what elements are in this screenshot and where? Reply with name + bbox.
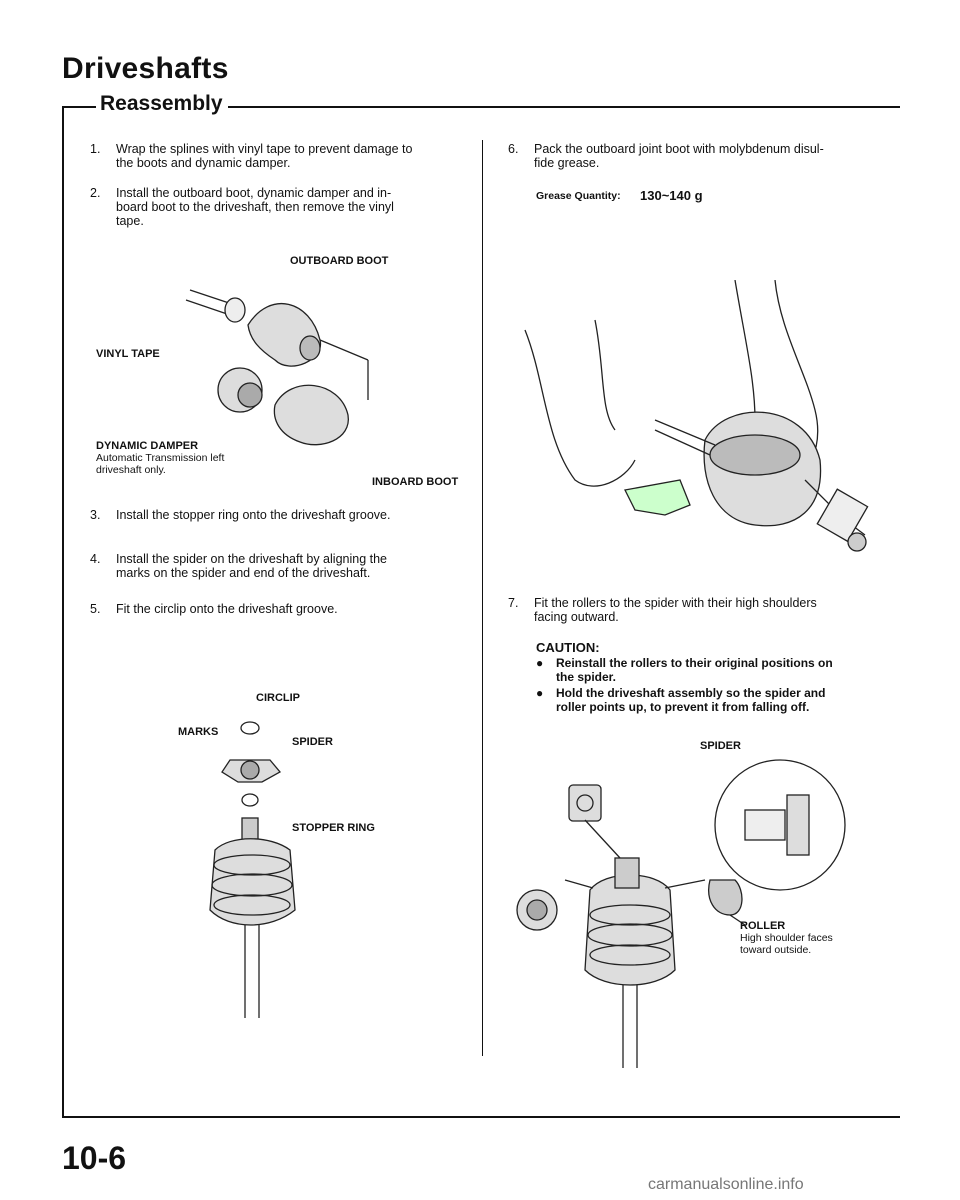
step-text-line: marks on the spider and end of the driveshaft. <box>116 566 371 580</box>
step-text-line: tape. <box>116 214 144 228</box>
section-rule-left-vertical <box>62 106 64 1118</box>
caution-bullet-2 <box>536 686 906 716</box>
grease-quantity-label: Grease Quantity: <box>536 190 621 202</box>
note-roller <box>740 932 833 956</box>
roller-spider-illustration <box>505 740 885 1070</box>
step-text <box>534 142 824 170</box>
bullet-text <box>556 686 896 714</box>
step-text-line: Fit the rollers to the spider with their high shoulders <box>534 596 817 610</box>
page-title: Driveshafts <box>62 52 229 85</box>
step-1 <box>90 142 470 172</box>
step-text: Install the stopper ring onto the driveshaft groove. <box>116 508 391 522</box>
bullet-icon: ● <box>536 656 544 670</box>
step-text-line: fide grease. <box>534 156 600 170</box>
step-text-line: Wrap the splines with vinyl tape to prevent damage to <box>116 142 413 156</box>
bullet-text-line: Hold the driveshaft assembly so the spider and <box>556 686 826 700</box>
step-number: 4. <box>90 552 101 566</box>
caution-heading: CAUTION: <box>536 640 600 655</box>
step-number: 2. <box>90 186 101 200</box>
label-dynamic-damper: DYNAMIC DAMPER <box>96 440 199 452</box>
section-rule <box>228 106 900 108</box>
step-text <box>116 142 412 170</box>
step-text: Fit the circlip onto the driveshaft groove. <box>116 602 338 616</box>
page-number: 10-6 <box>62 1140 127 1176</box>
grease-quantity-value: 130~140 g <box>640 188 703 203</box>
step-5 <box>90 602 470 618</box>
step-3 <box>90 508 470 524</box>
step-text <box>116 186 394 228</box>
note-dynamic-damper <box>96 452 224 476</box>
bottom-rule <box>62 1116 900 1118</box>
bullet-text-line: Reinstall the rollers to their original positions on <box>556 656 833 670</box>
bullet-icon: ● <box>536 686 544 700</box>
bullet-text <box>556 656 896 684</box>
column-divider <box>482 140 483 1056</box>
section-rule-left-stub <box>62 106 100 108</box>
bullet-text-line: roller points up, to prevent it from falling off. <box>556 700 810 714</box>
step-text-line: Install the outboard boot, dynamic damper and in- <box>116 186 392 200</box>
label-roller: ROLLER <box>740 920 786 932</box>
spider-stack-illustration <box>200 700 340 1020</box>
footer-watermark: carmanualsonline.info <box>648 1176 804 1193</box>
caution-bullet-1 <box>536 656 906 686</box>
step-7 <box>508 596 898 626</box>
note-line: toward outside. <box>740 944 812 956</box>
label-stopper-ring: STOPPER RING <box>292 822 375 834</box>
label-spider-right: SPIDER <box>700 740 741 752</box>
step-6 <box>508 142 898 172</box>
step-text <box>116 552 387 580</box>
step-text-line: Install the spider on the driveshaft by aligning the <box>116 552 388 566</box>
step-number: 5. <box>90 602 101 616</box>
step-text-line: facing outward. <box>534 610 619 624</box>
step-2 <box>90 186 470 230</box>
note-line: Automatic Transmission left <box>96 452 225 464</box>
step-4 <box>90 552 470 582</box>
section-heading: Reassembly <box>96 92 227 116</box>
label-spider: SPIDER <box>292 736 333 748</box>
boot-assembly-illustration <box>180 270 380 480</box>
step-number: 3. <box>90 508 101 522</box>
note-line: driveshaft only. <box>96 464 166 476</box>
step-number: 7. <box>508 596 519 610</box>
label-vinyl-tape: VINYL TAPE <box>96 348 160 360</box>
step-text-line: board boot to the driveshaft, then remove the vinyl <box>116 200 394 214</box>
step-text <box>534 596 817 624</box>
step-number: 6. <box>508 142 519 156</box>
step-text-line: Pack the outboard joint boot with molybdenum disul- <box>534 142 824 156</box>
label-marks: MARKS <box>178 726 219 738</box>
label-outboard-boot: OUTBOARD BOOT <box>290 255 389 267</box>
grease-packing-illustration <box>505 280 885 580</box>
label-circlip: CIRCLIP <box>256 692 300 704</box>
note-line: High shoulder faces <box>740 932 833 944</box>
bullet-text-line: the spider. <box>556 670 617 684</box>
step-text-line: the boots and dynamic damper. <box>116 156 291 170</box>
step-number: 1. <box>90 142 101 156</box>
label-inboard-boot: INBOARD BOOT <box>372 476 459 488</box>
